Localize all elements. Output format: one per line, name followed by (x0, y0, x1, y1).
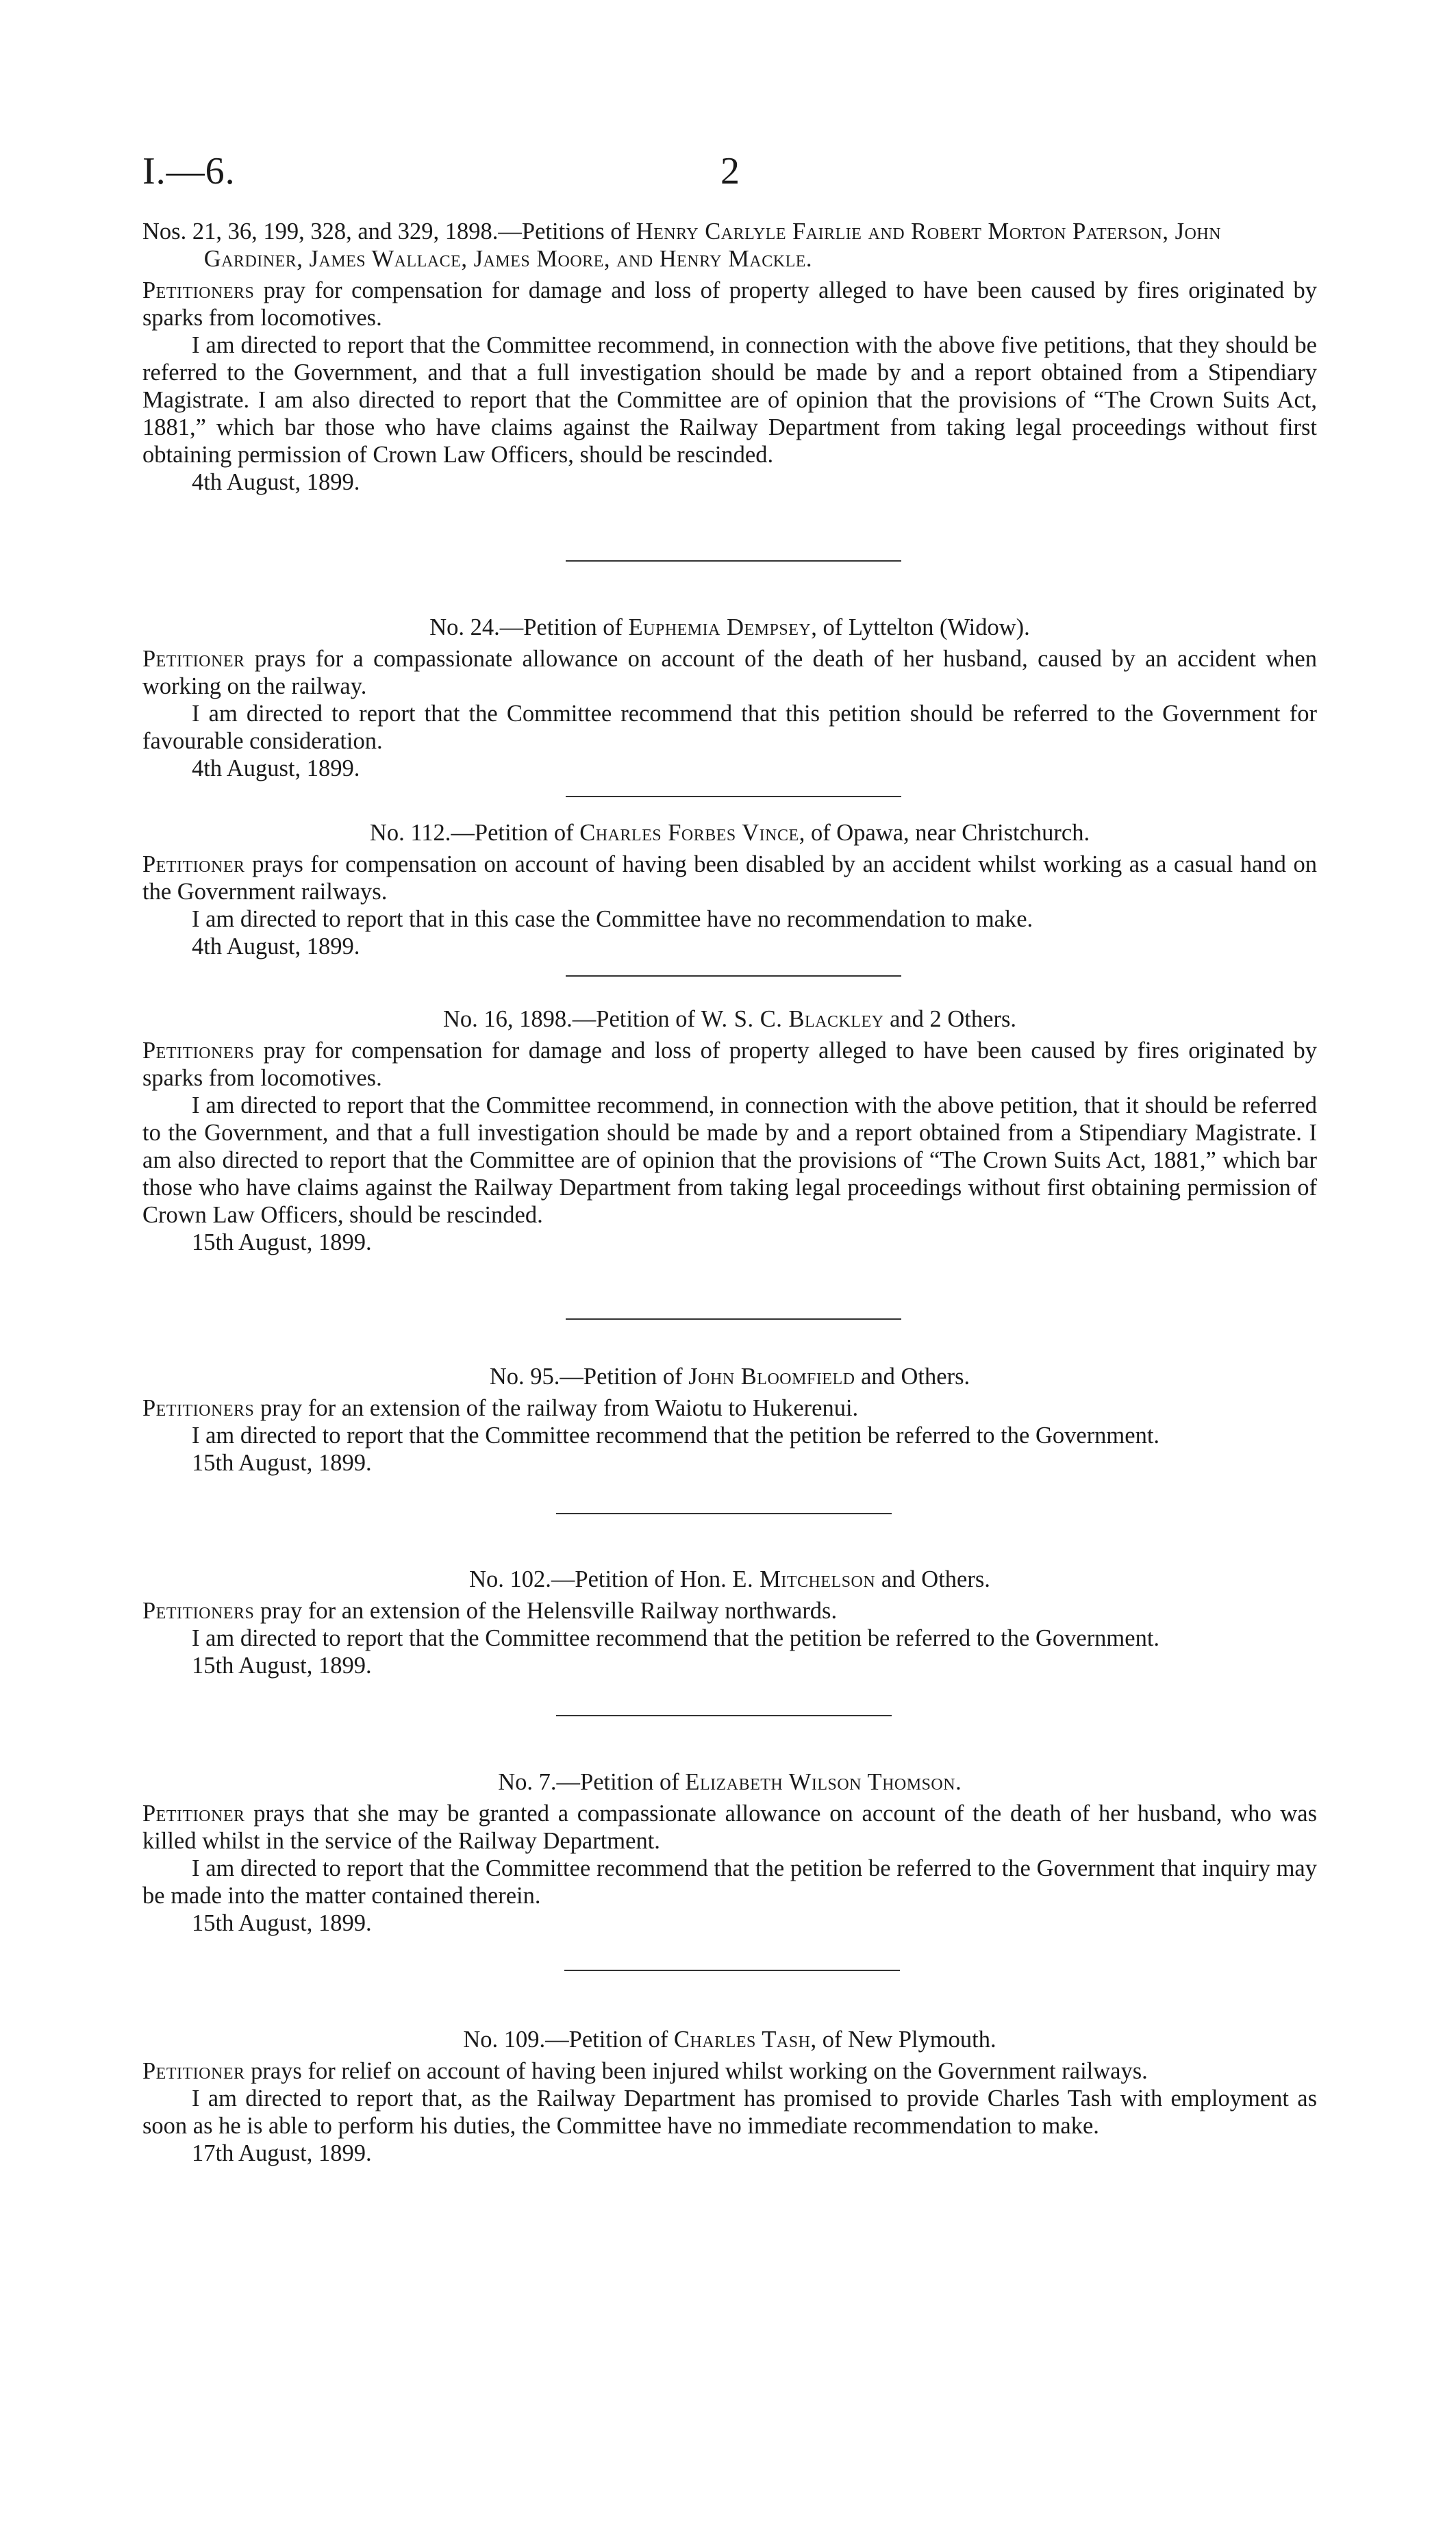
petition-section (142, 614, 1317, 782)
petition-prayer: Petitioners pray for an extension of the Helensville Railway northwards. (142, 1598, 838, 1624)
petition-heading: No. 95.—Petition of John Bloomfield and Others. (489, 1364, 970, 1390)
petition-heading: Nos. 21, 36, 199, 328, and 329, 1898.—Petitions of Henry Carlyle Fairlie and Robert Morton Paterson, John Gardiner, James Wallace, James Moore, and Henry Mackle. (142, 218, 1222, 272)
committee-report: I am directed to report that the Committee recommend that the petition be referred to the Government that inquiry may be made into the matter contained therein. (142, 1855, 1317, 1909)
report-date: 17th August, 1899. (192, 2140, 372, 2166)
petition-section (142, 1768, 1317, 1937)
report-date: 15th August, 1899. (192, 1653, 372, 1679)
petition-section (142, 2026, 1317, 2167)
petition-prayer: Petitioners pray for compensation for damage and loss of property alleged to have been caused by fires originated by sparks from locomotives. (142, 277, 1317, 331)
petition-heading: No. 112.—Petition of Charles Forbes Vince, of Opawa, near Christchurch. (369, 820, 1090, 846)
page-number: 2 (720, 150, 740, 192)
section-divider (556, 1513, 892, 1514)
committee-report: I am directed to report that the Committee recommend that this petition should be referred to the Government for favourable consideration. (142, 701, 1317, 754)
petition-heading: No. 102.—Petition of Hon. E. Mitchelson and Others. (469, 1566, 990, 1592)
petition-prayer: Petitioner prays for compensation on account of having been disabled by an accident whilst working as a casual hand on the Government railways. (142, 851, 1317, 905)
section-divider (566, 796, 901, 797)
section-divider (556, 1715, 892, 1716)
petition-prayer: Petitioner prays that she may be granted a compassionate allowance on account of the death of her husband, who was killed whilst in the service of the Railway Department. (142, 1801, 1317, 1854)
committee-report: I am directed to report that the Committee recommend, in connection with the above petition, that it should be referred to the Government, and that a full investigation should be made by and a report obtained from a Stipendiary Magistrate. I am also directed to report that the Committee are of opinion that the provisions of “The Crown Suits Act, 1881,” which bar those who have claims against the Railway Department from taking legal proceedings without first obtaining permission of Crown Law Officers, should be rescinded. (142, 1092, 1317, 1228)
petition-prayer: Petitioner prays for relief on account of having been injured whilst working on the Government railways. (142, 2058, 1148, 2084)
petition-prayer: Petitioners pray for an extension of the railway from Waiotu to Hukerenui. (142, 1395, 859, 1421)
petition-prayer: Petitioner prays for a compassionate allowance on account of the death of her husband, caused by an accident when working on the railway. (142, 646, 1317, 699)
petition-heading: No. 16, 1898.—Petition of W. S. C. Blackley and 2 Others. (442, 1006, 1016, 1032)
committee-report: I am directed to report that the Committee recommend that the petition be referred to the Government. (192, 1625, 1160, 1651)
petition-section (142, 1005, 1317, 1256)
petition-heading: No. 24.—Petition of Euphemia Dempsey, of Lyttelton (Widow). (429, 614, 1030, 640)
petition-section (142, 819, 1317, 960)
committee-report: I am directed to report that, as the Railway Department has promised to provide Charles Tash with employment as soon as he is able to perform his duties, the Committee have no immediate recommendation to make. (142, 2085, 1317, 2139)
committee-report: I am directed to report that the Committee recommend, in connection with the above five petitions, that they should be referred to the Government, and that a full investigation should be made by and a report obtained from a Stipendiary Magistrate. I am also directed to report that the Committee are of opinion that the provisions of “The Crown Suits Act, 1881,” which bar those who have claims against the Railway Department from taking legal proceedings without first obtaining permission of Crown Law Officers, should be rescinded. (142, 332, 1317, 468)
report-date: 4th August, 1899. (192, 933, 360, 960)
petition-heading: No. 7.—Petition of Elizabeth Wilson Thomson. (498, 1769, 962, 1795)
committee-report: I am directed to report that in this case the Committee have no recommendation to make. (192, 906, 1033, 932)
section-divider (566, 560, 901, 562)
petition-prayer: Petitioners pray for compensation for damage and loss of property alleged to have been caused by fires originated by sparks from locomotives. (142, 1038, 1317, 1091)
committee-report: I am directed to report that the Committee recommend that the petition be referred to the Government. (192, 1422, 1160, 1449)
report-date: 4th August, 1899. (192, 469, 360, 495)
petition-section (142, 1566, 1317, 1679)
petition-section (142, 1363, 1317, 1477)
report-date: 15th August, 1899. (192, 1229, 372, 1255)
report-date: 15th August, 1899. (192, 1910, 372, 1936)
report-date: 15th August, 1899. (192, 1450, 372, 1476)
petition-section (142, 218, 1317, 496)
petition-heading: No. 109.—Petition of Charles Tash, of New Plymouth. (463, 2027, 996, 2053)
section-divider (566, 1318, 901, 1320)
report-date: 4th August, 1899. (192, 755, 360, 781)
page-series-label: I.—6. (142, 150, 236, 192)
section-divider (566, 975, 901, 977)
section-divider (564, 1970, 900, 1971)
